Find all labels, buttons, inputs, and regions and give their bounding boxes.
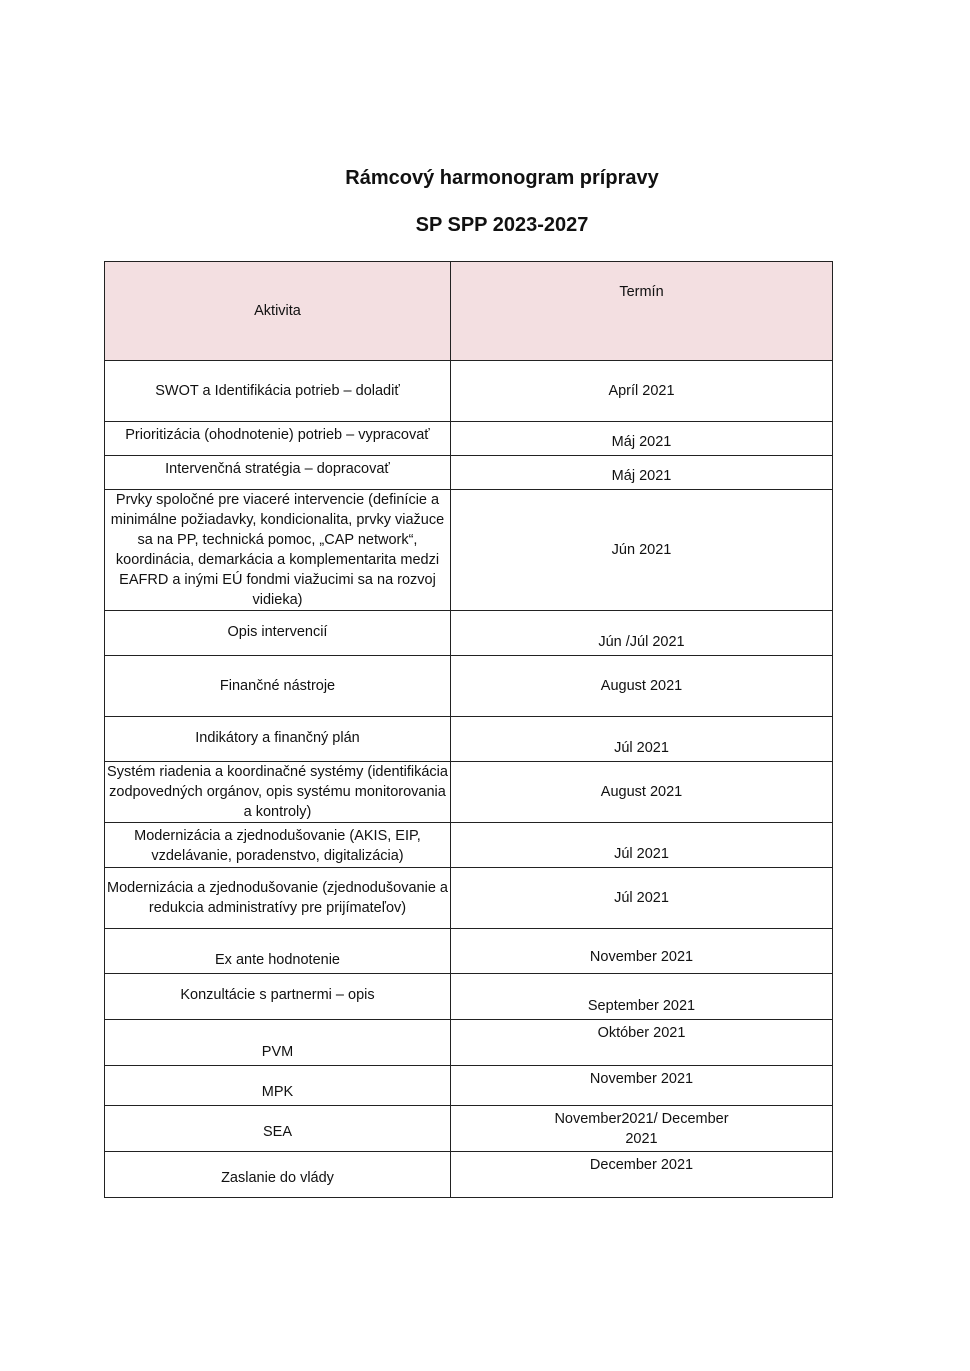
table-row [105, 490, 833, 611]
table-row [105, 656, 833, 717]
activity-cell: MPK [105, 1066, 451, 1106]
activity-cell: Modernizácia a zjednodušovanie (AKIS, EIP, vzdelávanie, poradenstvo, digitalizácia) [105, 823, 451, 868]
term-cell: November 2021 [451, 1066, 833, 1106]
activity-cell: Indikátory a finančný plán [105, 717, 451, 762]
term-cell: November 2021 [451, 929, 833, 974]
activity-cell: Zaslanie do vlády [105, 1152, 451, 1198]
term-cell: Jún /Júl 2021 [451, 611, 833, 656]
table-row [105, 1066, 833, 1106]
term-cell: Júl 2021 [451, 868, 833, 929]
term-cell: Jún 2021 [451, 490, 833, 611]
term-cell: Júl 2021 [451, 717, 833, 762]
term-cell: Júl 2021 [451, 823, 833, 868]
activity-cell: Prioritizácia (ohodnotenie) potrieb – vypracovať [105, 422, 451, 456]
activity-cell: Opis intervencií [105, 611, 451, 656]
table-row [105, 456, 833, 490]
term-cell: Máj 2021 [451, 456, 833, 490]
term-cell: Máj 2021 [451, 422, 833, 456]
page-subtitle: SP SPP 2023-2027 [415, 214, 589, 236]
table-header-row [105, 262, 833, 361]
activity-cell: SWOT a Identifikácia potrieb – doladiť [105, 361, 451, 422]
table-row [105, 974, 833, 1020]
term-cell: Október 2021 [451, 1020, 833, 1066]
activity-cell: Modernizácia a zjednodušovanie (zjednodušovanie a redukcia administratívy pre prijímateľov) [105, 868, 451, 929]
term-cell: August 2021 [451, 656, 833, 717]
table-row [105, 611, 833, 656]
activity-cell: Finančné nástroje [105, 656, 451, 717]
table-row [105, 823, 833, 868]
page-title: Rámcový harmonogram prípravy [345, 167, 659, 189]
schedule-table [104, 261, 833, 1198]
term-cell: September 2021 [451, 974, 833, 1020]
table-row [105, 361, 833, 422]
header-activity: Aktivita [105, 262, 451, 361]
table-row [105, 717, 833, 762]
term-cell: August 2021 [451, 762, 833, 823]
table-row [105, 929, 833, 974]
activity-cell: PVM [105, 1020, 451, 1066]
table-row [105, 868, 833, 929]
activity-cell: Ex ante hodnotenie [105, 929, 451, 974]
table-row [105, 1152, 833, 1198]
activity-cell: Konzultácie s partnermi – opis [105, 974, 451, 1020]
term-cell: December 2021 [451, 1152, 833, 1198]
table-row [105, 422, 833, 456]
activity-cell: Systém riadenia a koordinačné systémy (identifikácia zodpovedných orgánov, opis systému monitorovania a kontroly) [105, 762, 451, 823]
table-row [105, 1020, 833, 1066]
table-row [105, 1106, 833, 1152]
table-row [105, 762, 833, 823]
term-cell: November2021/ December 2021 [451, 1106, 833, 1152]
activity-cell: Intervenčná stratégia – dopracovať [105, 456, 451, 490]
activity-cell: Prvky spoločné pre viaceré intervencie (definície a minimálne požiadavky, kondicionalita, prvky viažuce sa na PP, technická pomoc, „CAP network“, koordinácia, demarkácia a komplementarita medzi EAFRD a inými EÚ fondmi viažucimi sa na rozvoj vidieka) [105, 490, 451, 611]
activity-cell: SEA [105, 1106, 451, 1152]
term-cell: Apríl 2021 [451, 361, 833, 422]
header-term: Termín [451, 262, 833, 361]
